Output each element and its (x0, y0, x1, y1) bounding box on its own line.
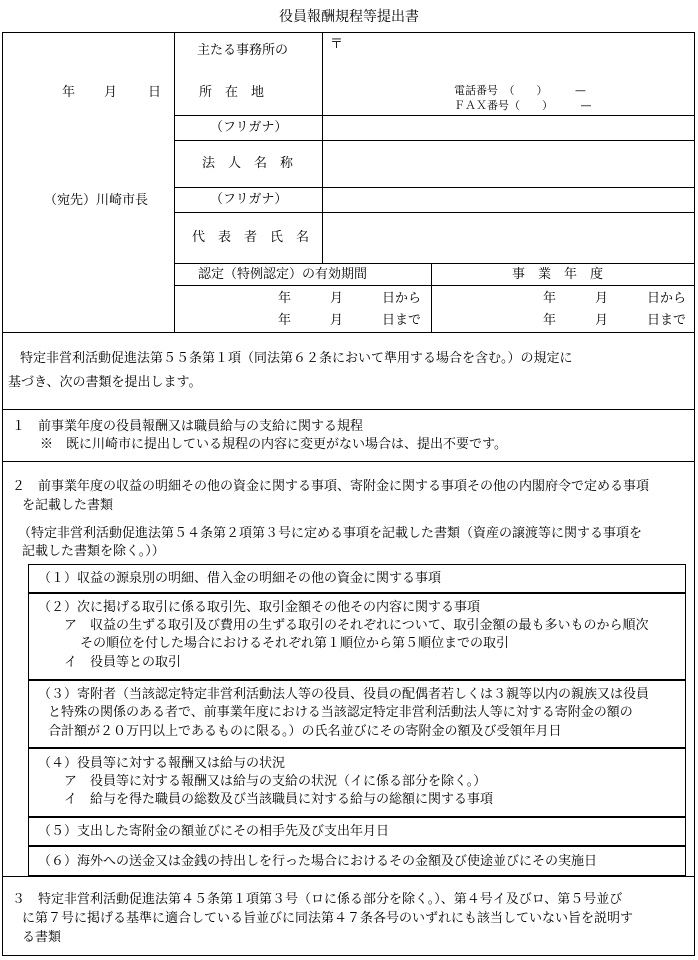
fax-field: ＦＡＸ番号（ ） — (454, 99, 592, 112)
sub-item-4a: ア 役員等に対する報酬又は給与の支給の状況（イに係る部分を除く。） (64, 774, 487, 789)
grid-line (174, 263, 175, 332)
office-label: 主たる事務所の (197, 43, 289, 58)
item2-heading: を記載した書類 (22, 498, 114, 513)
cert-period-label: 認定（特例認定）の有効期間 (198, 267, 368, 282)
item2-heading: ２ 前事業年度の収益の明細その他の資金に関する事項、寄附金に関する事項その他の内閣府令で定める事項 (12, 479, 650, 494)
intro-line: 特定非営利活動促進法第５５条第１項（同法第６２条において準用する場合を含む。）の規定に (20, 351, 573, 366)
cert-period-from: 年 月 日から (278, 291, 422, 306)
item2-paren: （特定非営利活動促進法第５４条第２項第３号に定める事項を記載した書類（資産の譲渡等に関する事項を (18, 526, 643, 541)
cert-period-to: 年 月 日まで (278, 313, 422, 328)
fiscal-year-to: 年 月 日まで (543, 313, 687, 328)
grid-line (2, 461, 695, 462)
grid-line (174, 115, 695, 116)
grid-line (2, 876, 695, 877)
sub-item-2: （２）次に掲げる取引に係る取引先、取引金額その他その内容に関する事項 (38, 600, 481, 615)
grid-line (174, 32, 175, 263)
sub-item-2a: その順位を付した場合におけるそれぞれ第１順位から第５順位までの取引 (80, 636, 510, 651)
form-title: 役員報酬規程等提出書 (279, 9, 419, 25)
grid-line (431, 263, 432, 332)
item1-note: ※ 既に川崎市に提出している規程の内容に変更がない場合は、提出不要です。 (40, 437, 507, 452)
furigana-label: （フリガナ） (210, 192, 288, 207)
item2-paren: 記載した書類を除く。）） (22, 544, 165, 559)
sub-item-1: （１）収益の源泉別の明細、借入金の明細その他の資金に関する事項 (38, 571, 442, 586)
grid-line (174, 140, 695, 141)
item1-heading: １ 前事業年度の役員報酬又は職員給与の支給に関する規程 (12, 419, 364, 434)
date-month-label: 月 (104, 85, 118, 100)
item3-heading: に第７号に掲げる基準に適合している旨並びに同法第４７条各号のいずれにも該当していない旨を説明す (22, 911, 634, 926)
grid-line (174, 285, 695, 286)
fiscal-year-label: 事 業 年 度 (512, 267, 604, 282)
sub-item-2a: ア 収益の生ずる取引及び費用の生ずる取引のそれぞれについて、取引金額の最も多いものから順次 (64, 618, 649, 633)
date-day-label: 日 (148, 85, 162, 100)
sub-item-6: （６）海外への送金又は金銭の持出しを行った場合におけるその金額及び使途並びにその実施日 (38, 854, 598, 869)
sub-item-3: （３）寄附者（当該認定特定非営利活動法人等の役員、役員の配偶者若しくは３親等以内の親族又は役員 (38, 687, 650, 702)
item3-heading: る書類 (22, 930, 62, 945)
sub-item-5: （５）支出した寄附金の額並びにその相手先及び支出年月日 (38, 824, 390, 839)
representative-label: 代 表 者 氏 名 (192, 230, 310, 245)
fiscal-year-from: 年 月 日から (543, 291, 687, 306)
sub-item-3: と特殊の関係のある者で、前事業年度における当該認定特定非営利活動法人等に対する寄附金の額の (48, 705, 633, 720)
phone-field: 電話番号 （ ） — (454, 84, 586, 97)
grid-line (2, 332, 695, 333)
furigana-label: （フリガナ） (210, 120, 288, 135)
sub-item-4: （４）役員等に対する報酬又は給与の状況 (38, 756, 286, 771)
postal-mark: 〒 (330, 37, 344, 52)
date-year-label: 年 (62, 85, 76, 100)
grid-line (322, 32, 323, 263)
grid-line (174, 187, 695, 188)
grid-line (2, 409, 695, 410)
sub-item-4b: イ 給与を得た職員の総数及び当該職員に対する給与の総額に関する事項 (64, 792, 494, 807)
addressee: （宛先）川崎市長 (44, 193, 149, 208)
grid-line (174, 263, 695, 264)
item3-heading: ３ 特定非営利活動促進法第４５条第１項第３号（ロに係る部分を除く。）、第４号イ及びロ、第５号並び (12, 892, 623, 907)
sub-item-3: 合計額が２０万円以上であるものに限る。）の氏名並びにその寄附金の額及び受領年月日 (48, 724, 562, 739)
intro-line: 基づき、次の書類を提出します。 (8, 375, 202, 390)
office-label-address: 所 在 地 (199, 85, 265, 100)
corp-name-label: 法 人 名 称 (202, 156, 294, 171)
sub-item-2b: イ 役員等との取引 (64, 655, 182, 670)
grid-line (174, 212, 695, 213)
